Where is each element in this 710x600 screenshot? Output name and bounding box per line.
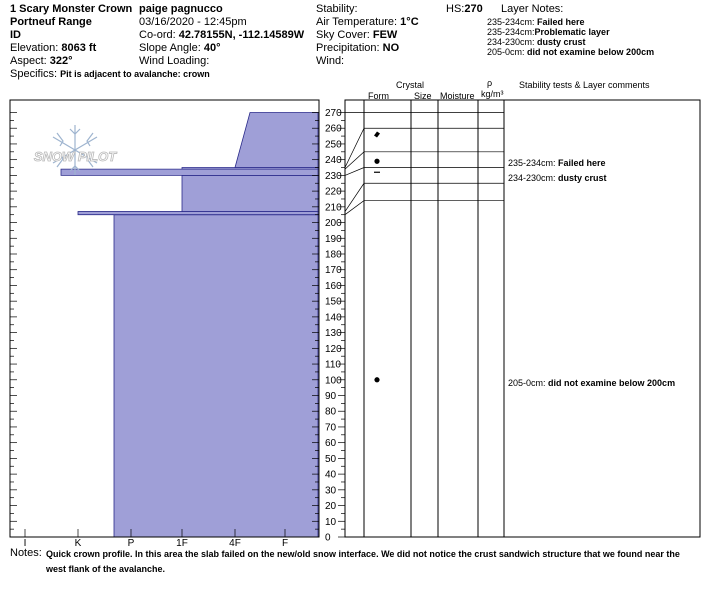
depth-tick-label: 240 xyxy=(325,155,342,167)
layer-notes-title: Layer Notes: xyxy=(501,3,564,15)
depth-tick-label: 200 xyxy=(325,218,342,230)
hardness-bar xyxy=(78,212,318,215)
depth-tick-label: 210 xyxy=(325,202,342,214)
depth-tick-label: 40 xyxy=(325,469,337,481)
hardness-bar xyxy=(114,215,318,537)
layer-comment-text: dusty crust xyxy=(558,173,607,183)
precip-value: NO xyxy=(382,42,400,54)
specifics-label: Specifics: xyxy=(10,68,58,80)
notes-label: Notes: xyxy=(10,547,42,559)
layer-note: 234-230cm: dusty crust xyxy=(487,37,586,47)
form-header: Form xyxy=(368,91,389,101)
sky-label: Sky Cover: xyxy=(316,29,370,41)
specifics-value: Pit is adjacent to avalanche: crown xyxy=(60,69,210,79)
layer-comment xyxy=(508,158,606,168)
layer-note: 205-0cm: did not examine below 200cm xyxy=(487,47,655,57)
depth-tick-label: 10 xyxy=(325,516,337,528)
state-name: ID xyxy=(10,29,21,41)
depth-tick-label: 120 xyxy=(325,343,342,355)
hardness-bar xyxy=(61,169,318,175)
layer-boundary xyxy=(345,201,504,215)
elevation-value: 8063 ft xyxy=(61,42,97,54)
hardness-bar xyxy=(235,113,318,168)
hardness-tick-label: F xyxy=(281,538,289,549)
datetime: 03/16/2020 - 12:45pm xyxy=(139,16,247,28)
layer-boundary xyxy=(345,168,504,176)
layer-comment-range: 234-230cm: xyxy=(508,173,559,183)
layer-comment-text: did not examine below 200cm xyxy=(548,378,676,388)
hardness-bar xyxy=(182,175,318,211)
depth-tick-label: 110 xyxy=(325,359,341,371)
depth-tick-label: 80 xyxy=(325,406,337,418)
grain-form-symbol xyxy=(374,158,380,164)
slope-label: Slope Angle: xyxy=(139,42,201,54)
depth-tick-label: 90 xyxy=(325,391,337,402)
size-header: Size xyxy=(414,91,432,101)
sky-value: FEW xyxy=(372,29,398,41)
hardness-tick-label: 4F xyxy=(229,538,241,549)
layer-comment-range: 235-234cm: xyxy=(508,158,559,168)
grain-form-symbol xyxy=(374,132,380,138)
hs-value: 270 xyxy=(464,3,483,15)
depth-tick-label: 20 xyxy=(325,501,337,513)
depth-tick-label: 130 xyxy=(325,328,342,340)
layer-comment-text: Failed here xyxy=(558,158,606,168)
depth-tick-label: 190 xyxy=(325,233,342,245)
aspect-value: 322° xyxy=(49,55,73,67)
layer-comment xyxy=(508,378,675,388)
grain-forms xyxy=(374,132,380,383)
air-temp-value: 1°C xyxy=(400,16,419,28)
hs-label: HS: xyxy=(446,3,465,15)
depth-tick-label: 30 xyxy=(325,485,337,497)
range-name: Portneuf Range xyxy=(10,16,92,28)
density-unit-header: kg/m³ xyxy=(481,89,504,99)
wind-loading-label: Wind Loading: xyxy=(139,55,210,67)
depth-tick-label: 250 xyxy=(325,139,342,151)
elevation-label: Elevation: xyxy=(10,42,59,54)
moisture-header: Moisture xyxy=(440,91,475,101)
depth-tick-label: 150 xyxy=(325,296,342,308)
aspect-label: Aspect: xyxy=(10,55,47,67)
depth-tick-label: 260 xyxy=(325,123,342,135)
hardness-tick-label: 1F xyxy=(176,538,188,549)
layer-boundary xyxy=(345,183,504,211)
coord-value: 42.78155N, -112.14589W xyxy=(178,29,305,41)
depth-tick-label: 50 xyxy=(325,453,337,465)
observer-name: paige pagnucco xyxy=(139,3,223,15)
hardness-tick-label: P xyxy=(127,538,135,549)
layer-note: 235-234cm: Failed here xyxy=(487,17,585,27)
depth-tick-label: 100 xyxy=(325,375,342,387)
air-temp-label: Air Temperature: xyxy=(316,16,398,28)
wind-label: Wind: xyxy=(316,55,345,67)
hardness-tick-label: I xyxy=(23,538,27,549)
hardness-tick-label: K xyxy=(74,538,82,549)
crystal-header: Crystal xyxy=(396,80,425,90)
layer-note: 235-234cm:Problematic layer xyxy=(487,27,610,37)
layer-boundaries xyxy=(345,113,504,215)
rho-header: ρ xyxy=(487,78,493,88)
depth-tick-label: 160 xyxy=(325,280,342,292)
layer-comment-range: 205-0cm: xyxy=(508,378,549,388)
depth-tick-label: 180 xyxy=(325,249,342,261)
stability-tests-header: Stability tests & Layer comments xyxy=(519,80,650,90)
depth-tick-label: 270 xyxy=(325,108,342,119)
notes-text: Quick crown profile. In this area the slab failed on the new/old snow interface. We did not notice the crust sandwich structure that we found near the west flank of the avalanche. xyxy=(46,549,680,574)
grain-form-symbol xyxy=(374,377,379,382)
depth-tick-label: 0 xyxy=(325,532,331,544)
depth-tick-label: 60 xyxy=(325,438,337,450)
coord-label: Co-ord: xyxy=(139,29,176,41)
depth-tick-label: 140 xyxy=(325,312,342,324)
precip-label: Precipitation: xyxy=(316,42,380,54)
depth-tick-label: 70 xyxy=(325,422,337,434)
layer-boundary xyxy=(345,152,504,169)
depth-tick-label: 230 xyxy=(325,170,342,182)
site-name: 1 Scary Monster Crown xyxy=(10,3,133,15)
layer-comment xyxy=(508,173,607,183)
depth-tick-label: 220 xyxy=(325,186,342,198)
depth-tick-label: 170 xyxy=(325,265,342,277)
stability-label: Stability: xyxy=(316,3,358,15)
layer-comments xyxy=(508,158,675,388)
slope-value: 40° xyxy=(203,42,221,54)
layer-boundary xyxy=(345,128,504,167)
hardness-bars xyxy=(61,113,318,538)
snow-pilot-logo: SNOW PILOT xyxy=(33,149,117,164)
